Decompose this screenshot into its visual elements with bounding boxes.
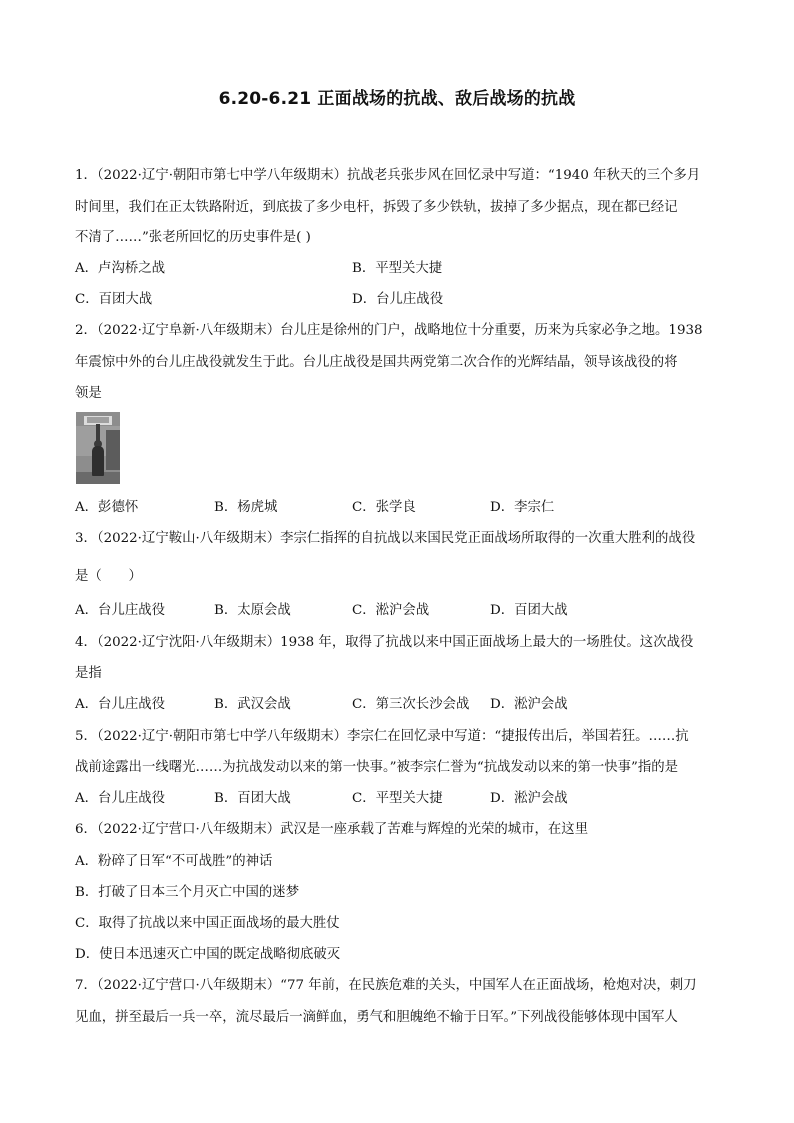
q2-option-b: B．杨虎城 — [214, 500, 278, 515]
q1-text-line-3: 不清了……”张老所回忆的历史事件是( ) — [75, 230, 311, 245]
q2-text-line-1: 2．（2022·辽宁阜新·八年级期末）台儿庄是徐州的门户，战略地位十分重要，历来为兵家必争之地。1938 — [75, 323, 703, 338]
historical-photo — [76, 412, 120, 484]
q1-option-d: D．台儿庄战役 — [352, 292, 444, 307]
q4-option-b: B．武汉会战 — [214, 697, 291, 712]
q2-option-a: A．彭德怀 — [75, 500, 139, 515]
q6-option-b: B．打破了日本三个月灭亡中国的迷梦 — [75, 885, 300, 900]
q1-option-a: A．卢沟桥之战 — [75, 261, 166, 276]
q1-option-b: B．平型关大捷 — [352, 261, 443, 276]
q6-option-d: D．使日本迅速灭亡中国的既定战略彻底破灭 — [75, 947, 341, 962]
q6-option-a: A．粉碎了日军“不可战胜”的神话 — [75, 854, 273, 869]
q2-option-d: D．李宗仁 — [490, 500, 555, 515]
q4-text-line-1: 4．（2022·辽宁沈阳·八年级期末）1938 年，取得了抗战以来中国正面战场上最大的一场胜仗。这次战役 — [75, 635, 694, 650]
q3-option-c: C．淞沪会战 — [352, 603, 430, 618]
q2-text-line-2: 年震惊中外的台儿庄战役就发生于此。台儿庄战役是国共两党第二次合作的光辉结晶，领导该战役的将 — [75, 355, 678, 370]
q3-text-line-1: 3．（2022·辽宁鞍山·八年级期末）李宗仁指挥的自抗战以来国民党正面战场所取得的一次重大胜利的战役 — [75, 531, 696, 546]
q2-text-line-3: 领是 — [75, 386, 102, 401]
q7-text-line-1: 7．（2022·辽宁营口·八年级期末）“77 年前，在民族危难的关头，中国军人在正面战场，枪炮对决，刺刀 — [75, 978, 697, 993]
q6-option-c: C．取得了抗战以来中国正面战场的最大胜仗 — [75, 916, 340, 931]
q1-option-c: C．百团大战 — [75, 292, 153, 307]
q4-option-d: D．淞沪会战 — [490, 697, 568, 712]
page-title: 6.20-6.21 正面战场的抗战、敌后战场的抗战 — [218, 89, 576, 109]
q4-text-line-2: 是指 — [75, 666, 102, 681]
q5-option-b: B．百团大战 — [214, 791, 291, 806]
q5-option-d: D．淞沪会战 — [490, 791, 568, 806]
q3-option-d: D．百团大战 — [490, 603, 568, 618]
q7-text-line-2: 见血，拼至最后一兵一卒，流尽最后一滴鲜血，勇气和胆魄绝不输于日军。”下列战役能够体现中国军人 — [75, 1010, 678, 1025]
q4-option-c: C．第三次长沙会战 — [352, 697, 470, 712]
q6-text-line-1: 6．（2022·辽宁营口·八年级期末）武汉是一座承载了苦难与辉煌的光荣的城市，在这里 — [75, 822, 589, 837]
q2-option-c: C．张学良 — [352, 500, 416, 515]
q5-text-line-1: 5．（2022·辽宁·朝阳市第七中学八年级期末）李宗仁在回忆录中写道：“捷报传出后，举国若狂。……抗 — [75, 729, 689, 744]
q5-option-a: A．台儿庄战役 — [75, 791, 166, 806]
q1-text-line-1: 1．（2022·辽宁·朝阳市第七中学八年级期末）抗战老兵张步风在回忆录中写道：“1940 年秋天的三个多月 — [75, 168, 701, 183]
q3-option-b: B．太原会战 — [214, 603, 291, 618]
q1-text-line-2: 时间里，我们在正太铁路附近，到底拔了多少电杆，拆毁了多少铁轨，拔掉了多少据点，现在都已经记 — [75, 200, 678, 215]
q4-option-a: A．台儿庄战役 — [75, 697, 166, 712]
q5-text-line-2: 战前途露出一线曙光……为抗战发动以来的第一快事。”被李宗仁誉为“抗战发动以来的第一快事”指的是 — [75, 760, 679, 775]
q3-text-line-2: 是（ ） — [75, 569, 142, 584]
q3-option-a: A．台儿庄战役 — [75, 603, 166, 618]
q5-option-c: C．平型关大捷 — [352, 791, 443, 806]
